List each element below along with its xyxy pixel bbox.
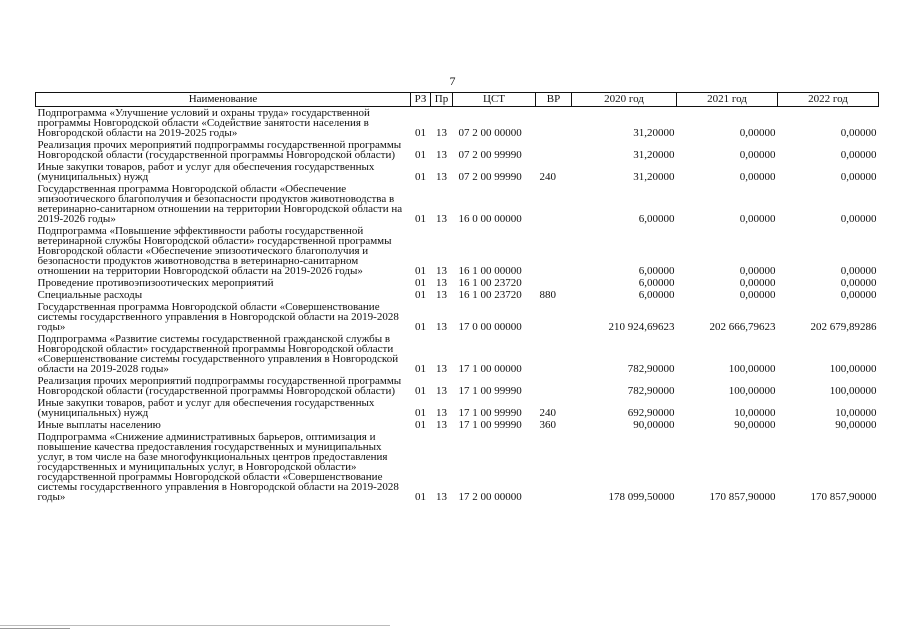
footer-rule [0, 625, 390, 626]
row-name: Государственная программа Новгородской области «Обеспечение эпизоотического благополучия и безопасности продуктов животноводства в ветеринарно-санитарном отношении на территории Новгородской области на 2019-2026 годы» [37, 183, 403, 225]
row-2021: 0,00000 [739, 171, 776, 183]
row-2020: 782,90000 [627, 363, 675, 375]
table-header-row [36, 93, 879, 107]
row-vr [536, 139, 572, 161]
table-row [36, 397, 879, 419]
row-name: Подпрограмма «Повышение эффективности работы государственной ветеринарной службы Новгородской области» государственной программы Новгородской области «Обеспечение эпизоотического благополучия и безопасности продуктов животноводства в ветеринарно-санитарном отношении на территории Новгородской области на 2019-2026 годы» [37, 225, 392, 277]
table-row [36, 161, 879, 183]
row-pr: 13 [436, 265, 447, 277]
row-2022: 0,00000 [840, 277, 877, 289]
row-2022: 170 857,90000 [810, 491, 877, 503]
row-2021: 0,00000 [739, 213, 776, 225]
table-row [36, 225, 879, 277]
row-2022: 0,00000 [840, 289, 877, 301]
header-vr: ВР [536, 93, 572, 107]
table-row [36, 139, 879, 161]
row-2020: 782,90000 [627, 385, 675, 397]
row-vr: 880 [539, 289, 556, 301]
row-2020: 6,00000 [638, 289, 675, 301]
row-pr: 13 [436, 127, 447, 139]
row-pr: 13 [436, 213, 447, 225]
row-2021: 100,00000 [728, 363, 776, 375]
row-cst: 17 1 00 99990 [458, 385, 522, 397]
footer-rule-short [0, 628, 70, 629]
table-row [36, 183, 879, 225]
row-cst: 16 1 00 23720 [458, 277, 522, 289]
row-cst: 07 2 00 99990 [458, 149, 522, 161]
row-2022: 0,00000 [840, 171, 877, 183]
row-vr [536, 277, 572, 289]
row-2021: 90,00000 [734, 419, 776, 431]
row-cst: 07 2 00 99990 [458, 171, 522, 183]
row-name: Реализация прочих мероприятий подпрограммы государственной программы Новгородской области (государственной программы Новгородской области) [37, 375, 402, 397]
row-cst: 17 1 00 99990 [458, 407, 522, 419]
row-name: Иные закупки товаров, работ и услуг для обеспечения государственных (муниципальных) нужд [37, 397, 375, 419]
row-2021: 0,00000 [739, 127, 776, 139]
row-2020: 31,20000 [633, 149, 675, 161]
row-pr: 13 [436, 385, 447, 397]
table-row [36, 431, 879, 503]
row-2022: 10,00000 [835, 407, 877, 419]
row-pr: 13 [436, 149, 447, 161]
row-2020: 31,20000 [633, 127, 675, 139]
table-row [36, 419, 879, 431]
header-pr: Пр [431, 93, 453, 107]
row-rz: 01 [415, 213, 426, 225]
row-cst: 17 0 00 00000 [458, 321, 522, 333]
row-2022: 0,00000 [840, 213, 877, 225]
row-pr: 13 [436, 321, 447, 333]
row-name: Иные закупки товаров, работ и услуг для обеспечения государственных (муниципальных) нужд [37, 161, 375, 183]
row-2022: 100,00000 [829, 385, 877, 397]
row-name: Иные выплаты населению [37, 419, 161, 431]
row-2020: 90,00000 [633, 419, 675, 431]
row-pr: 13 [436, 407, 447, 419]
table-row [36, 277, 879, 289]
row-vr: 360 [539, 419, 556, 431]
header-2020: 2020 год [572, 93, 677, 107]
row-cst: 17 1 00 00000 [458, 363, 522, 375]
row-2021: 202 666,79623 [709, 321, 776, 333]
header-name: Наименование [36, 93, 411, 107]
row-2021: 170 857,90000 [709, 491, 776, 503]
row-rz: 01 [415, 363, 426, 375]
table-row [36, 301, 879, 333]
row-cst: 07 2 00 00000 [458, 127, 522, 139]
row-2020: 6,00000 [638, 265, 675, 277]
header-2022: 2022 год [778, 93, 879, 107]
row-name: Подпрограмма «Улучшение условий и охраны труда» государственной программы Новгородской области «Содействие занятости населения в Новгородской области на 2019-2025 годы» [37, 107, 370, 139]
row-cst: 17 1 00 99990 [458, 419, 522, 431]
row-2022: 0,00000 [840, 265, 877, 277]
row-2021: 10,00000 [734, 407, 776, 419]
row-rz: 01 [415, 407, 426, 419]
row-cst: 16 1 00 00000 [458, 265, 522, 277]
row-2020: 692,90000 [627, 407, 675, 419]
row-2021: 0,00000 [739, 149, 776, 161]
row-rz: 01 [415, 419, 426, 431]
row-pr: 13 [436, 363, 447, 375]
row-vr [536, 107, 572, 140]
row-vr: 240 [539, 407, 556, 419]
row-2022: 100,00000 [829, 363, 877, 375]
row-rz: 01 [415, 265, 426, 277]
header-2021: 2021 год [677, 93, 778, 107]
row-rz: 01 [415, 385, 426, 397]
row-2020: 6,00000 [638, 213, 675, 225]
row-cst: 17 2 00 00000 [458, 491, 522, 503]
row-2020: 178 099,50000 [608, 491, 675, 503]
row-vr [536, 183, 572, 225]
row-name: Подпрограмма «Развитие системы государственной гражданской службы в Новгородской области» государственной программы Новгородской области «Совершенствование системы государственного управления в Новгородской области на 2019-2028 годы» [37, 333, 399, 375]
row-pr: 13 [436, 419, 447, 431]
row-2020: 210 924,69623 [608, 321, 675, 333]
row-2022: 0,00000 [840, 149, 877, 161]
row-2021: 0,00000 [739, 265, 776, 277]
table-row [36, 375, 879, 397]
row-rz: 01 [415, 289, 426, 301]
row-pr: 13 [436, 289, 447, 301]
row-name: Подпрограмма «Снижение административных барьеров, оптимизация и повышение качества предоставления государственных и муниципальных услуг, в том числе на базе многофункциональных центров предоставления государственных и муниципальных услуг, в Новгородской области» государственной программы Новгородской области «Совершенствование системы государственного управления в Новгородской области на 2019-2028 годы» [37, 431, 399, 503]
row-2021: 100,00000 [728, 385, 776, 397]
row-pr: 13 [436, 491, 447, 503]
row-name: Реализация прочих мероприятий подпрограммы государственной программы Новгородской области (государственной программы Новгородской области) [37, 139, 402, 161]
row-cst: 16 1 00 23720 [458, 289, 522, 301]
table-row [36, 333, 879, 375]
row-2020: 6,00000 [638, 277, 675, 289]
row-rz: 01 [415, 171, 426, 183]
row-2021: 0,00000 [739, 277, 776, 289]
row-vr [536, 301, 572, 333]
row-vr [536, 375, 572, 397]
row-cst: 16 0 00 00000 [458, 213, 522, 225]
header-rz: РЗ [411, 93, 431, 107]
row-name: Проведение противоэпизоотических мероприятий [37, 277, 274, 289]
budget-table [35, 92, 879, 503]
row-2020: 31,20000 [633, 171, 675, 183]
row-pr: 13 [436, 171, 447, 183]
row-vr [536, 225, 572, 277]
row-vr [536, 431, 572, 503]
row-rz: 01 [415, 127, 426, 139]
row-rz: 01 [415, 277, 426, 289]
header-cst: ЦСТ [453, 93, 536, 107]
table-row [36, 289, 879, 301]
row-2022: 0,00000 [840, 127, 877, 139]
row-rz: 01 [415, 321, 426, 333]
page-number: 7 [449, 74, 456, 88]
row-name: Специальные расходы [37, 289, 143, 301]
row-name: Государственная программа Новгородской области «Совершенствование системы государственного управления в Новгородской области на 2019-2028 годы» [37, 301, 399, 333]
row-vr [536, 333, 572, 375]
row-2022: 90,00000 [835, 419, 877, 431]
row-2022: 202 679,89286 [810, 321, 877, 333]
row-pr: 13 [436, 277, 447, 289]
row-2021: 0,00000 [739, 289, 776, 301]
row-rz: 01 [415, 149, 426, 161]
row-vr: 240 [539, 171, 556, 183]
row-rz: 01 [415, 491, 426, 503]
table-row [36, 107, 879, 140]
